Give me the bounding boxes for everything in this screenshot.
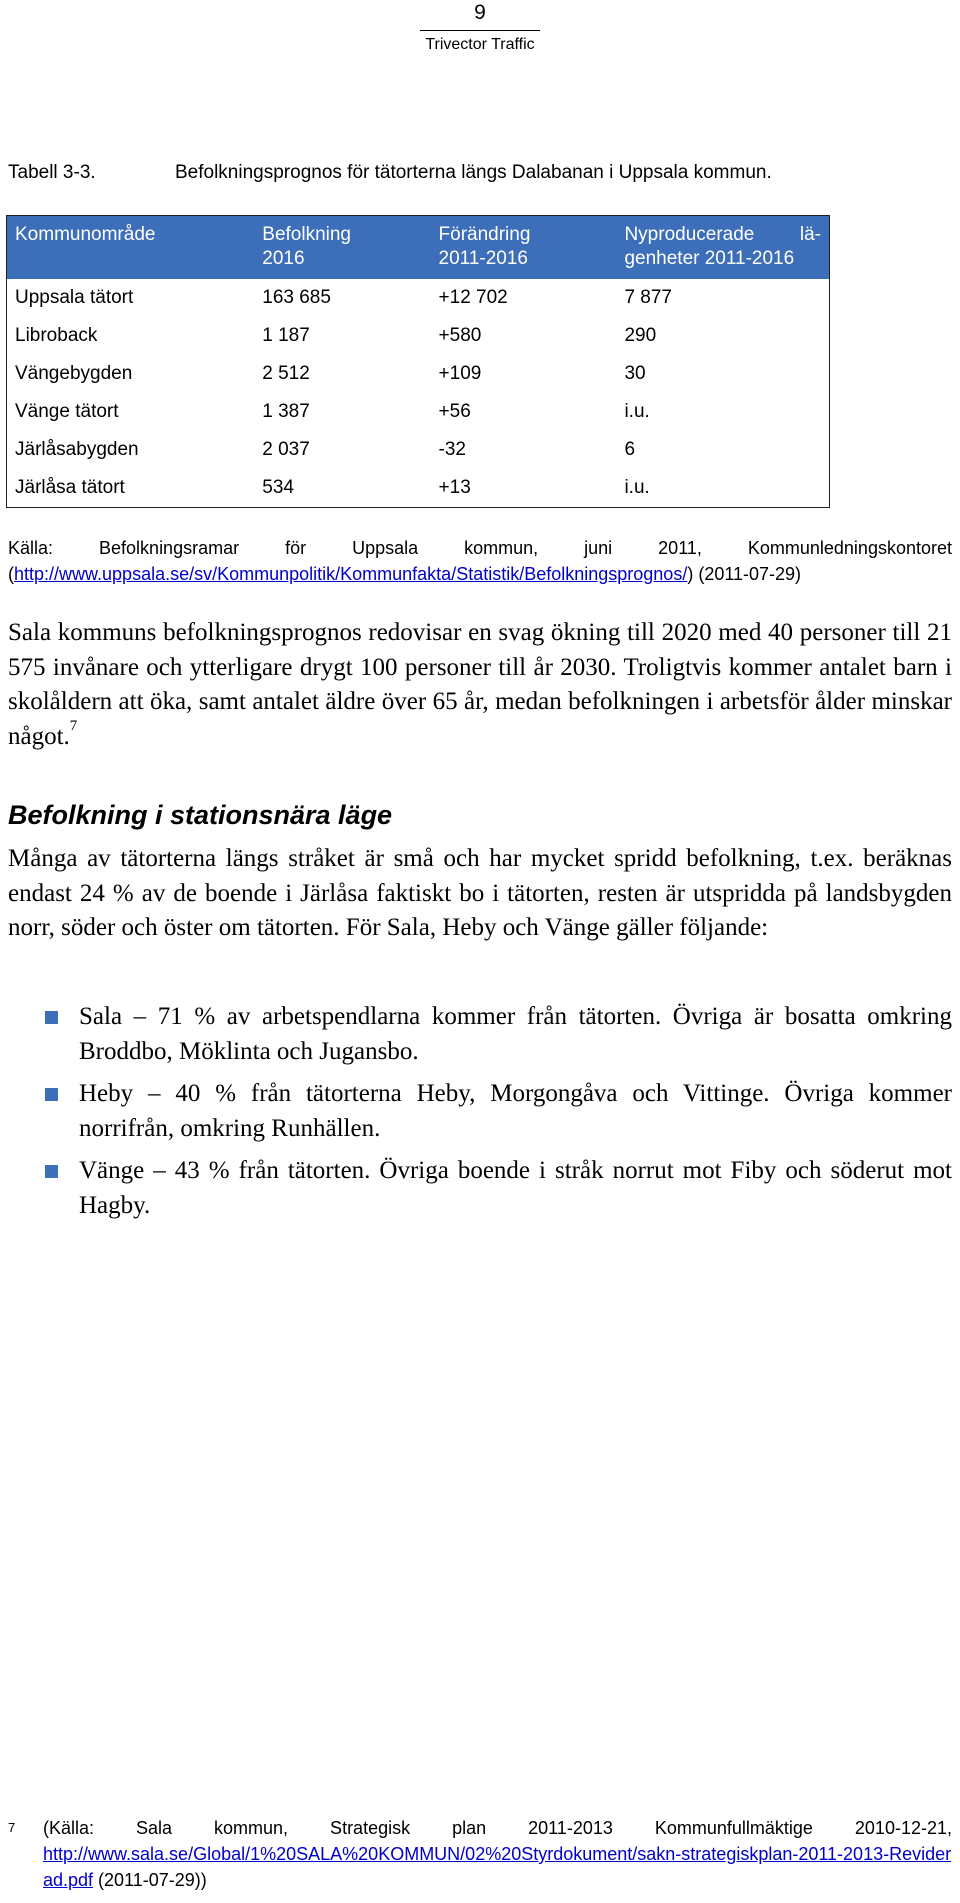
table-cell: 1 187 (262, 325, 310, 346)
table-cell: Vängebygden (15, 363, 133, 384)
table-row (7, 355, 830, 393)
list-item: Sala – 71 % av arbetspendlarna kommer från tätorten. Övriga är bosatta omkring Broddbo, Möklinta och Jugansbo. (8, 1000, 952, 1069)
table-cell: 2 037 (262, 439, 310, 460)
population-table (6, 215, 830, 508)
table-cell: 6 (624, 439, 636, 460)
table-row (7, 317, 830, 355)
table-cell: +580 (438, 325, 482, 346)
list-item: Heby – 40 % från tätorterna Heby, Morgongåva och Vittinge. Övriga kommer norrifrån, omkring Runhällen. (8, 1077, 952, 1146)
table-cell: -32 (438, 439, 466, 460)
table-cell: 7 877 (624, 287, 672, 308)
table-cell: 2 512 (262, 363, 310, 384)
table-row (7, 279, 830, 317)
section-heading: Befolkning i stationsnära läge (8, 800, 393, 830)
table-cell: 1 387 (262, 401, 310, 422)
table-cell: i.u. (624, 477, 650, 498)
column-header-new-dwellings: Nyproducerade lä- genheter 2011-2016 (616, 216, 829, 280)
table-caption-text: Befolkningsprognos för tätorterna längs Dalabanan i Uppsala kommun. (175, 162, 772, 183)
table-cell: Vänge tätort (15, 401, 119, 422)
table-cell: i.u. (624, 401, 650, 422)
footnote-link[interactable]: http://www.sala.se/Global/1%20SALA%20KOMMUN/02%20Styrdokument/sakn-strategiskplan-2011-2013-Reviderad.pdf (43, 1844, 952, 1890)
table-row (7, 393, 830, 431)
column-header-area: Kommunområde (7, 216, 255, 280)
table-cell: 534 (262, 477, 294, 498)
table-cell: +109 (438, 363, 482, 384)
list-item: Vänge – 43 % från tätorten. Övriga boende i stråk norrut mot Fiby och söderut mot Hagby. (8, 1154, 952, 1223)
table-cell: Uppsala tätort (15, 287, 134, 308)
table-cell: Järlåsabygden (15, 439, 139, 460)
table-cell: +56 (438, 401, 471, 422)
page-number: 9 (474, 1, 486, 24)
column-header-population: Befolkning 2016 (254, 216, 430, 280)
table-row (7, 431, 830, 469)
header-divider (420, 30, 540, 31)
table-cell: 163 685 (262, 287, 331, 308)
table-header-row (7, 216, 830, 280)
square-bullet-icon (45, 1088, 58, 1101)
header-title: Trivector Traffic (425, 36, 535, 53)
square-bullet-icon (45, 1011, 58, 1024)
bullet-list (8, 1000, 952, 1231)
source-link[interactable]: http://www.uppsala.se/sv/Kommunpolitik/Kommunfakta/Statistik/Befolkningsprognos/ (14, 564, 688, 584)
table-row (7, 469, 830, 508)
table-caption-label: Tabell 3-3. (8, 162, 96, 183)
footnote-number: 7 (8, 1820, 16, 1835)
table-cell: Järlåsa tätort (15, 477, 125, 498)
paragraph-station-proximity: Många av tätorterna längs stråket är små och har mycket spridd befolkning, t.ex. beräknas endast 24 % av de boende i Järlåsa faktiskt bo i tätorten, resten är utspridda på landsbygden norr, söder och öster om tätorten. För Sala, Heby och Vänge gäller följande: (8, 845, 952, 941)
footnote-text: (Källa: Sala kommun, Strategisk plan 2011-2013 Kommunfullmäktige 2010-12-21, http://www.sala.se/Global/1%20SALA%20KOMMUN/02%20Styrdokument/sakn-strategiskplan-2011-2013-Reviderad.pdf (2011-07-29)) (43, 1815, 952, 1893)
paragraph-population-forecast: Sala kommuns befolkningsprognos redovisar en svag ökning till 2020 med 40 personer till 21 575 invånare och ytterligare drygt 100 personer till år 2030. Troligtvis kommer antalet barn i skolåldern att öka, samt antalet äldre över 65 år, medan befolkningen i arbetsför ålder minskar något.$^7$ (8, 619, 952, 750)
table-source: Källa: Befolkningsramar för Uppsala kommun, juni 2011, Kommunledningskontoret (8, 538, 952, 558)
footnote-reference[interactable]: 7 (69, 718, 78, 735)
table-cell: Libroback (15, 325, 98, 346)
table-cell: 30 (624, 363, 646, 384)
table-cell: 290 (624, 325, 657, 346)
square-bullet-icon (45, 1165, 58, 1178)
column-header-change: Förändring 2011-2016 (431, 216, 617, 280)
table-cell: +12 702 (438, 287, 508, 308)
table-source-link-line: (http://www.uppsala.se/sv/Kommunpolitik/Kommunfakta/Statistik/Befolkningsprognos/) (2011-07-29) (8, 564, 802, 584)
footnote-source: (Källa: Sala kommun, Strategisk plan 2011-2013 Kommunfullmäktige 2010-12-21, (43, 1818, 952, 1838)
table-cell: +13 (438, 477, 471, 498)
